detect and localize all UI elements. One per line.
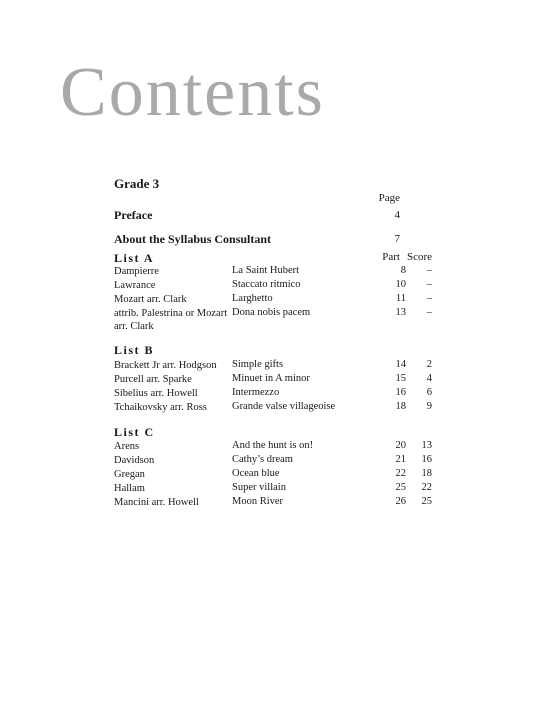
composer: Lawrance [114, 280, 156, 291]
piece-title: And the hunt is on! [232, 440, 314, 451]
score-page: 4 [426, 373, 432, 384]
consultant-link[interactable]: About the Syllabus Consultant [114, 232, 272, 246]
score-page: – [426, 307, 432, 318]
table-row[interactable] [114, 307, 434, 333]
score-page: – [426, 265, 432, 276]
table-row[interactable] [114, 468, 434, 482]
part-page: 8 [400, 265, 406, 276]
part-page: 18 [395, 401, 406, 412]
page-column-header: Page [378, 192, 400, 204]
piece-title: Larghetto [232, 293, 273, 304]
piece-title: Grande valse villageoise [232, 401, 336, 412]
score-page: 13 [421, 440, 432, 451]
page-title: Contents [60, 54, 325, 131]
piece-title: Simple gifts [232, 359, 284, 370]
part-page: 13 [395, 307, 406, 318]
table-row[interactable] [114, 387, 434, 401]
piece-title: Ocean blue [232, 468, 280, 479]
part-page: 15 [395, 373, 406, 384]
piece-title: Minuet in A minor [232, 373, 310, 384]
score-page: 9 [426, 401, 432, 412]
part-page: 16 [395, 387, 406, 398]
list-a-heading: List A [114, 251, 155, 265]
score-page: 18 [421, 468, 432, 479]
grade-heading: Grade 3 [114, 176, 160, 191]
composer: Purcell arr. Sparke [114, 374, 192, 385]
piece-title: Super villain [232, 482, 286, 493]
piece-title: La Saint Hubert [232, 265, 300, 276]
table-row[interactable] [114, 496, 434, 510]
table-row[interactable] [114, 359, 434, 373]
composer: Arens [114, 441, 140, 452]
score-page: – [426, 293, 432, 304]
table-row[interactable] [114, 265, 434, 279]
piece-title: Dona nobis pacem [232, 307, 311, 318]
preface-page: 4 [394, 209, 400, 221]
preface-link[interactable]: Preface [114, 208, 153, 222]
score-page: 6 [426, 387, 432, 398]
table-row[interactable] [114, 440, 434, 454]
composer: Brackett Jr arr. Hodgson [114, 360, 217, 371]
consultant-page: 7 [394, 233, 400, 245]
part-page: 22 [395, 468, 406, 479]
part-page: 26 [395, 496, 406, 507]
score-page: 25 [421, 496, 432, 507]
composer: Mozart arr. Clark [114, 294, 187, 305]
composer: Mancini arr. Howell [114, 497, 199, 508]
part-page: 21 [395, 454, 406, 465]
table-row[interactable] [114, 482, 434, 496]
composer: Hallam [114, 483, 145, 494]
composer: Gregan [114, 469, 145, 480]
composer: Dampierre [114, 266, 159, 277]
table-row[interactable] [114, 401, 434, 415]
part-page: 25 [395, 482, 406, 493]
composer: Davidson [114, 455, 155, 466]
part-page: 20 [395, 440, 406, 451]
piece-title: Staccato ritmico [232, 279, 301, 290]
piece-title: Moon River [232, 496, 284, 507]
composer: Sibelius arr. Howell [114, 388, 198, 399]
part-page: 10 [395, 279, 406, 290]
score-column-header: Score [406, 251, 432, 263]
score-page: 22 [421, 482, 432, 493]
score-page: – [426, 279, 432, 290]
score-page: 16 [421, 454, 432, 465]
piece-title: Intermezzo [232, 387, 280, 398]
part-page: 11 [395, 293, 406, 304]
list-b-heading: List B [114, 343, 155, 357]
composer: Tchaikovsky arr. Ross [114, 402, 207, 413]
table-row[interactable] [114, 454, 434, 468]
part-page: 14 [395, 359, 406, 370]
part-column-header: Part [382, 251, 400, 263]
table-row[interactable] [114, 293, 434, 307]
table-row[interactable] [114, 373, 434, 387]
composer: attrib. Palestrina or Mozart arr. Clark [114, 308, 228, 332]
score-page: 2 [426, 359, 432, 370]
piece-title: Cathy’s dream [232, 454, 293, 465]
table-row[interactable] [114, 279, 434, 293]
list-c-heading: List C [114, 425, 155, 439]
